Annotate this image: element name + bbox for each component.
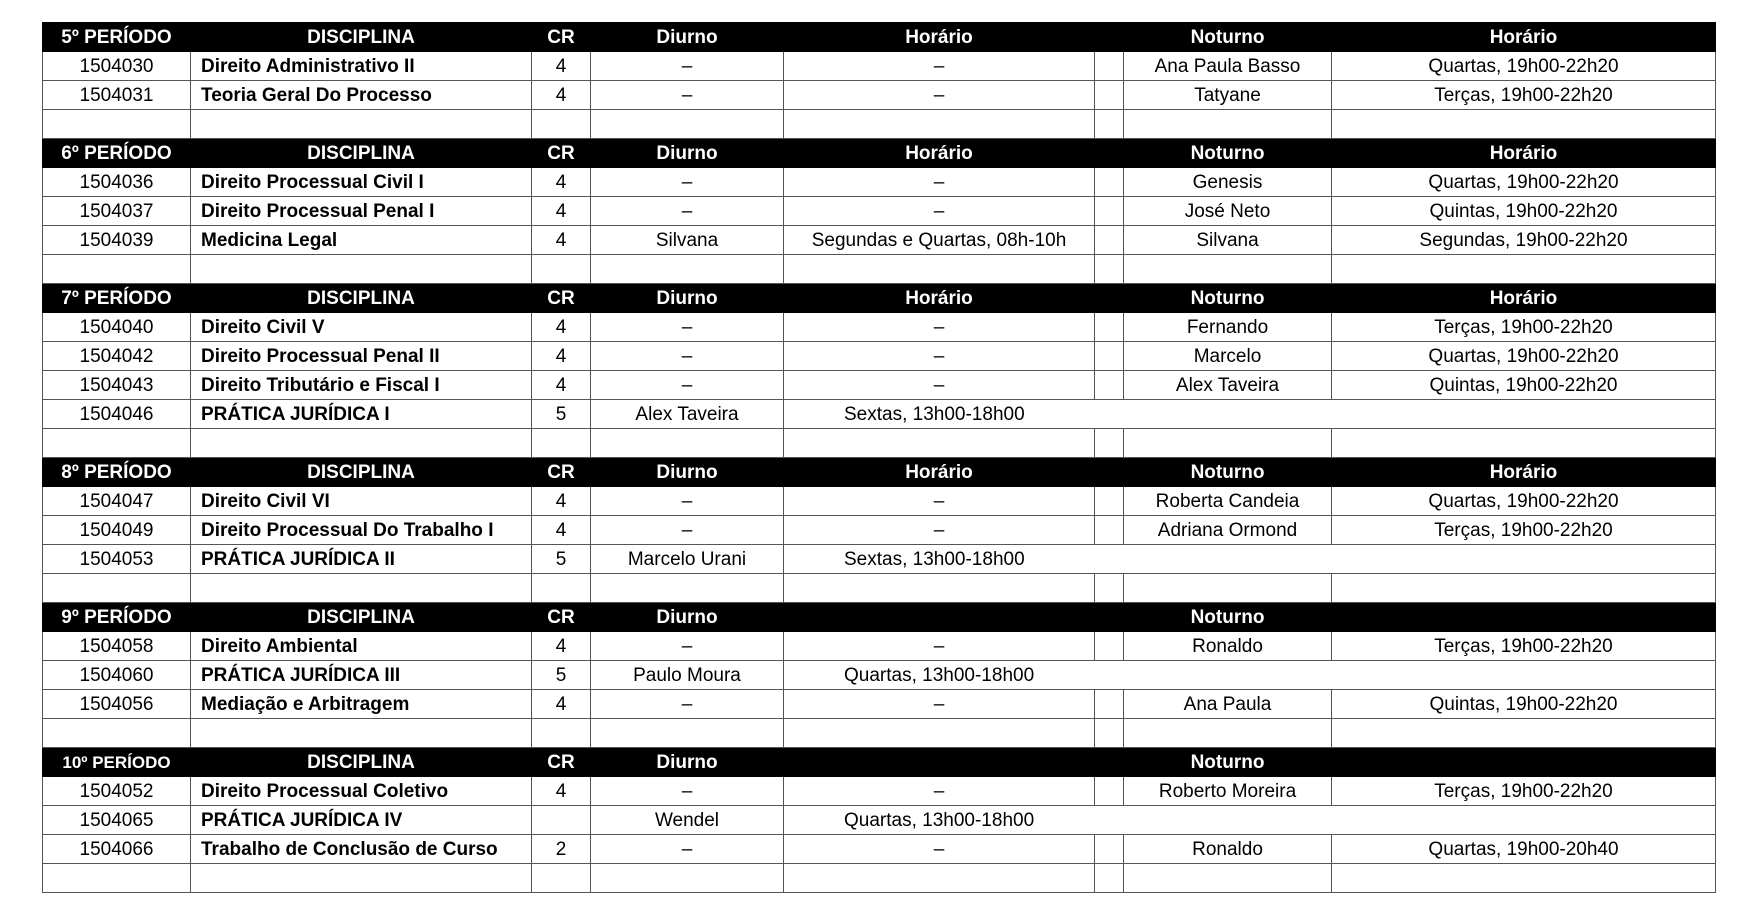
noturno-schedule: Terças, 19h00-22h20 [1332,777,1716,806]
blank-cell [532,574,591,603]
blank-cell [784,429,1095,458]
course-name: Trabalho de Conclusão de Curso [191,835,532,864]
diurno-schedule: Segundas e Quartas, 08h-10h [784,226,1095,255]
blank-cell [43,110,191,139]
course-credits: 4 [532,632,591,661]
course-code: 1504060 [43,661,191,690]
schedule-body [43,23,1716,893]
table-row [43,661,1716,690]
blank-cell [43,429,191,458]
header-horario-noturno: Horário [1332,139,1716,168]
course-credits: 4 [532,52,591,81]
course-code: 1504046 [43,400,191,429]
header-disciplina: DISCIPLINA [191,139,532,168]
course-code: 1504052 [43,777,191,806]
noturno-teacher: Fernando [1124,313,1332,342]
header-spacer [1095,603,1124,632]
spacer-cell [1095,632,1124,661]
diurno-schedule: – [784,197,1095,226]
course-name: Mediação e Arbitragem [191,690,532,719]
header-horario-diurno: Horário [784,458,1095,487]
noturno-schedule: Terças, 19h00-22h20 [1332,516,1716,545]
course-code: 1504039 [43,226,191,255]
blank-cell [784,864,1095,893]
merged-schedule: Sextas, 13h00-18h00 [784,400,1716,429]
table-row [43,545,1716,574]
merged-schedule: Quartas, 13h00-18h00 [784,661,1716,690]
header-disciplina: DISCIPLINA [191,603,532,632]
blank-cell [591,110,784,139]
noturno-schedule: Quintas, 19h00-22h20 [1332,690,1716,719]
blank-cell [591,429,784,458]
noturno-teacher: Ronaldo [1124,632,1332,661]
spacer-cell [1095,371,1124,400]
course-code: 1504058 [43,632,191,661]
blank-cell [1095,110,1124,139]
blank-cell [1095,719,1124,748]
header-horario-diurno [784,603,1095,632]
merged-schedule: Quartas, 13h00-18h00 [784,806,1716,835]
spacer-cell [1095,342,1124,371]
course-name: Teoria Geral Do Processo [191,81,532,110]
noturno-teacher: José Neto [1124,197,1332,226]
course-credits: 4 [532,226,591,255]
header-disciplina: DISCIPLINA [191,748,532,777]
diurno-schedule: – [784,835,1095,864]
course-name: Direito Processual Coletivo [191,777,532,806]
diurno-schedule: – [784,632,1095,661]
diurno-teacher: – [591,777,784,806]
noturno-schedule: Terças, 19h00-22h20 [1332,313,1716,342]
blank-row [43,719,1716,748]
header-noturno: Noturno [1124,748,1332,777]
course-code: 1504042 [43,342,191,371]
blank-row [43,864,1716,893]
noturno-teacher: Ronaldo [1124,835,1332,864]
course-credits: 4 [532,487,591,516]
spacer-cell [1095,313,1124,342]
blank-cell [1332,429,1716,458]
noturno-teacher: Silvana [1124,226,1332,255]
blank-cell [1095,864,1124,893]
blank-cell [1332,719,1716,748]
header-horario-noturno: Horário [1332,458,1716,487]
noturno-schedule: Terças, 19h00-22h20 [1332,81,1716,110]
period-header-row [43,284,1716,313]
header-spacer [1095,284,1124,313]
blank-row [43,429,1716,458]
diurno-schedule: – [784,313,1095,342]
header-diurno: Diurno [591,139,784,168]
diurno-schedule: – [784,342,1095,371]
table-row [43,342,1716,371]
course-name: Direito Administrativo II [191,52,532,81]
table-row [43,226,1716,255]
diurno-teacher: Wendel [591,806,784,835]
course-name: Direito Ambiental [191,632,532,661]
course-code: 1504056 [43,690,191,719]
blank-cell [532,429,591,458]
header-horario-diurno: Horário [784,139,1095,168]
period-label: 7º PERÍODO [43,284,191,313]
blank-cell [1332,255,1716,284]
noturno-schedule: Quartas, 19h00-22h20 [1332,52,1716,81]
header-noturno: Noturno [1124,603,1332,632]
course-credits: 5 [532,661,591,690]
spacer-cell [1095,81,1124,110]
header-cr: CR [532,284,591,313]
spacer-cell [1095,516,1124,545]
course-credits: 4 [532,516,591,545]
course-name: PRÁTICA JURÍDICA I [191,400,532,429]
table-row [43,168,1716,197]
blank-row [43,574,1716,603]
header-diurno: Diurno [591,23,784,52]
diurno-teacher: – [591,52,784,81]
blank-cell [591,719,784,748]
course-credits: 4 [532,168,591,197]
blank-cell [784,574,1095,603]
blank-cell [532,719,591,748]
blank-cell [43,864,191,893]
header-horario-noturno [1332,748,1716,777]
diurno-teacher: – [591,835,784,864]
header-spacer [1095,23,1124,52]
period-header-row [43,458,1716,487]
course-name: Direito Processual Penal II [191,342,532,371]
course-code: 1504031 [43,81,191,110]
header-cr: CR [532,23,591,52]
course-code: 1504043 [43,371,191,400]
blank-cell [1332,864,1716,893]
header-noturno: Noturno [1124,458,1332,487]
header-diurno: Diurno [591,748,784,777]
table-row [43,197,1716,226]
table-row [43,632,1716,661]
table-row [43,777,1716,806]
diurno-teacher: – [591,690,784,719]
noturno-teacher: Tatyane [1124,81,1332,110]
noturno-schedule: Quartas, 19h00-22h20 [1332,342,1716,371]
spacer-cell [1095,690,1124,719]
course-credits: 5 [532,545,591,574]
noturno-schedule: Quintas, 19h00-22h20 [1332,371,1716,400]
blank-cell [191,110,532,139]
course-code: 1504040 [43,313,191,342]
blank-cell [1124,429,1332,458]
header-diurno: Diurno [591,603,784,632]
course-name: Direito Civil VI [191,487,532,516]
header-diurno: Diurno [591,284,784,313]
diurno-schedule: – [784,516,1095,545]
blank-cell [191,864,532,893]
table-row [43,835,1716,864]
table-row [43,81,1716,110]
course-code: 1504065 [43,806,191,835]
course-code: 1504036 [43,168,191,197]
header-noturno: Noturno [1124,23,1332,52]
table-row [43,371,1716,400]
diurno-schedule: – [784,52,1095,81]
diurno-schedule: – [784,371,1095,400]
blank-cell [1332,110,1716,139]
period-label: 9º PERÍODO [43,603,191,632]
header-horario-noturno: Horário [1332,23,1716,52]
diurno-schedule: – [784,81,1095,110]
noturno-schedule: Quintas, 19h00-22h20 [1332,197,1716,226]
header-disciplina: DISCIPLINA [191,284,532,313]
diurno-teacher: – [591,632,784,661]
spacer-cell [1095,168,1124,197]
table-row [43,400,1716,429]
header-diurno: Diurno [591,458,784,487]
blank-cell [1124,255,1332,284]
blank-cell [532,110,591,139]
noturno-teacher: Adriana Ormond [1124,516,1332,545]
table-row [43,806,1716,835]
course-name: Direito Processual Civil I [191,168,532,197]
blank-cell [191,574,532,603]
spacer-cell [1095,197,1124,226]
merged-schedule: Sextas, 13h00-18h00 [784,545,1716,574]
diurno-teacher: Marcelo Urani [591,545,784,574]
diurno-schedule: – [784,777,1095,806]
noturno-schedule: Segundas, 19h00-22h20 [1332,226,1716,255]
course-credits [532,806,591,835]
diurno-schedule: – [784,487,1095,516]
course-credits: 4 [532,197,591,226]
course-code: 1504037 [43,197,191,226]
header-horario-noturno [1332,603,1716,632]
blank-cell [1124,864,1332,893]
header-horario-diurno [784,748,1095,777]
blank-cell [191,719,532,748]
course-credits: 4 [532,342,591,371]
period-header-row [43,23,1716,52]
noturno-schedule: Quartas, 19h00-20h40 [1332,835,1716,864]
blank-cell [43,255,191,284]
noturno-schedule: Terças, 19h00-22h20 [1332,632,1716,661]
course-credits: 4 [532,690,591,719]
schedule-table [42,22,1716,893]
header-horario-diurno: Horário [784,284,1095,313]
course-credits: 2 [532,835,591,864]
period-header-row [43,748,1716,777]
diurno-teacher: – [591,487,784,516]
blank-cell [591,574,784,603]
header-spacer [1095,139,1124,168]
header-cr: CR [532,139,591,168]
blank-cell [591,255,784,284]
period-header-row [43,139,1716,168]
blank-cell [784,719,1095,748]
diurno-teacher: – [591,168,784,197]
blank-cell [532,864,591,893]
blank-cell [591,864,784,893]
blank-cell [1332,574,1716,603]
noturno-schedule: Quartas, 19h00-22h20 [1332,168,1716,197]
course-name: Direito Processual Penal I [191,197,532,226]
blank-cell [784,255,1095,284]
course-name: Direito Civil V [191,313,532,342]
blank-cell [1095,574,1124,603]
spacer-cell [1095,777,1124,806]
blank-cell [43,574,191,603]
noturno-teacher: Roberta Candeia [1124,487,1332,516]
blank-row [43,255,1716,284]
blank-cell [1124,574,1332,603]
course-code: 1504053 [43,545,191,574]
diurno-teacher: Paulo Moura [591,661,784,690]
course-code: 1504049 [43,516,191,545]
blank-cell [1124,719,1332,748]
course-name: PRÁTICA JURÍDICA IV [191,806,532,835]
noturno-teacher: Alex Taveira [1124,371,1332,400]
course-credits: 4 [532,81,591,110]
table-row [43,52,1716,81]
header-disciplina: DISCIPLINA [191,458,532,487]
header-cr: CR [532,603,591,632]
blank-cell [43,719,191,748]
period-label: 10º PERÍODO [43,748,191,777]
blank-cell [784,110,1095,139]
blank-cell [191,255,532,284]
diurno-teacher: – [591,197,784,226]
noturno-teacher: Ana Paula Basso [1124,52,1332,81]
header-horario-noturno: Horário [1332,284,1716,313]
diurno-teacher: – [591,342,784,371]
header-horario-diurno: Horário [784,23,1095,52]
course-name: Direito Tributário e Fiscal I [191,371,532,400]
diurno-teacher: – [591,371,784,400]
spacer-cell [1095,226,1124,255]
table-row [43,313,1716,342]
blank-cell [1095,255,1124,284]
diurno-teacher: Silvana [591,226,784,255]
diurno-teacher: – [591,313,784,342]
period-label: 5º PERÍODO [43,23,191,52]
period-label: 8º PERÍODO [43,458,191,487]
course-credits: 5 [532,400,591,429]
header-spacer [1095,748,1124,777]
period-label: 6º PERÍODO [43,139,191,168]
course-name: Direito Processual Do Trabalho I [191,516,532,545]
header-cr: CR [532,748,591,777]
course-name: Medicina Legal [191,226,532,255]
noturno-teacher: Roberto Moreira [1124,777,1332,806]
diurno-schedule: – [784,690,1095,719]
blank-cell [191,429,532,458]
diurno-schedule: – [784,168,1095,197]
diurno-teacher: – [591,81,784,110]
header-cr: CR [532,458,591,487]
course-credits: 4 [532,313,591,342]
course-code: 1504066 [43,835,191,864]
period-header-row [43,603,1716,632]
noturno-teacher: Genesis [1124,168,1332,197]
blank-cell [1095,429,1124,458]
spacer-cell [1095,52,1124,81]
course-code: 1504030 [43,52,191,81]
course-name: PRÁTICA JURÍDICA III [191,661,532,690]
diurno-teacher: Alex Taveira [591,400,784,429]
header-spacer [1095,458,1124,487]
table-row [43,516,1716,545]
course-credits: 4 [532,777,591,806]
header-noturno: Noturno [1124,284,1332,313]
table-row [43,690,1716,719]
diurno-teacher: – [591,516,784,545]
course-code: 1504047 [43,487,191,516]
noturno-teacher: Marcelo [1124,342,1332,371]
spacer-cell [1095,835,1124,864]
blank-row [43,110,1716,139]
noturno-schedule: Quartas, 19h00-22h20 [1332,487,1716,516]
noturno-teacher: Ana Paula [1124,690,1332,719]
table-row [43,487,1716,516]
header-noturno: Noturno [1124,139,1332,168]
course-credits: 4 [532,371,591,400]
blank-cell [532,255,591,284]
course-name: PRÁTICA JURÍDICA II [191,545,532,574]
blank-cell [1124,110,1332,139]
header-disciplina: DISCIPLINA [191,23,532,52]
spacer-cell [1095,487,1124,516]
